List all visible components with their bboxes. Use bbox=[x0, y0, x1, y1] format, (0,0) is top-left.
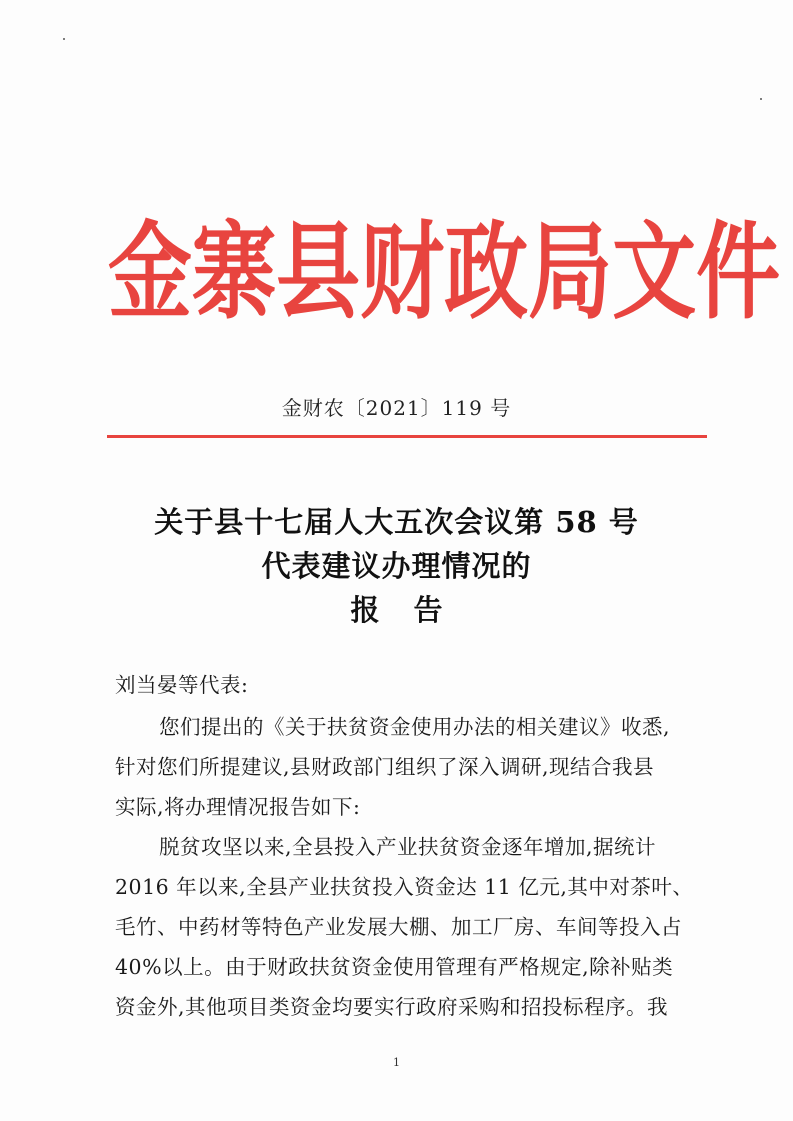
report-title-line-1: 关于县十七届人大五次会议第 58 号 bbox=[154, 505, 639, 539]
salutation: 刘当晏等代表: bbox=[115, 673, 249, 697]
masthead-char: 金 bbox=[108, 210, 193, 334]
masthead-char: 件 bbox=[696, 210, 781, 334]
paragraph-line: 40%以上。由于财政扶贫资金使用管理有严格规定,除补贴类 bbox=[115, 955, 674, 979]
paragraph-line: 2016 年以来,全县产业扶贫投入资金达 11 亿元,其中对茶叶、 bbox=[115, 875, 694, 899]
paragraph-line: 资金外,其他项目类资金均要实行政府采购和招投标程序。我 bbox=[115, 995, 669, 1019]
scan-speck bbox=[760, 98, 762, 100]
masthead-char: 文 bbox=[612, 210, 697, 334]
masthead-char: 寨 bbox=[192, 210, 277, 334]
masthead-char: 政 bbox=[444, 210, 529, 334]
paragraph-line: 毛竹、中药材等特色产业发展大棚、加工厂房、车间等投入占 bbox=[115, 915, 682, 939]
report-title-line-3: 报告 bbox=[350, 593, 477, 627]
paragraph-line: 您们提出的《关于扶贫资金使用办法的相关建议》收悉, bbox=[159, 715, 671, 739]
report-title-line-2: 代表建议办理情况的 bbox=[261, 549, 532, 583]
masthead-char: 县 bbox=[276, 210, 361, 334]
page-number: 1 bbox=[393, 1056, 400, 1069]
masthead-title bbox=[108, 210, 781, 334]
paragraph-line: 针对您们所提建议,县财政部门组织了深入调研,现结合我县 bbox=[115, 755, 655, 779]
scan-speck bbox=[63, 38, 65, 40]
masthead-char: 局 bbox=[528, 210, 613, 334]
masthead-char: 财 bbox=[360, 210, 445, 334]
red-separator-line bbox=[107, 435, 707, 438]
paragraph-line: 脱贫攻坚以来,全县投入产业扶贫资金逐年增加,据统计 bbox=[159, 835, 657, 859]
document-number: 金财农〔2021〕119 号 bbox=[281, 396, 512, 420]
paragraph-line: 实际,将办理情况报告如下: bbox=[115, 795, 361, 819]
